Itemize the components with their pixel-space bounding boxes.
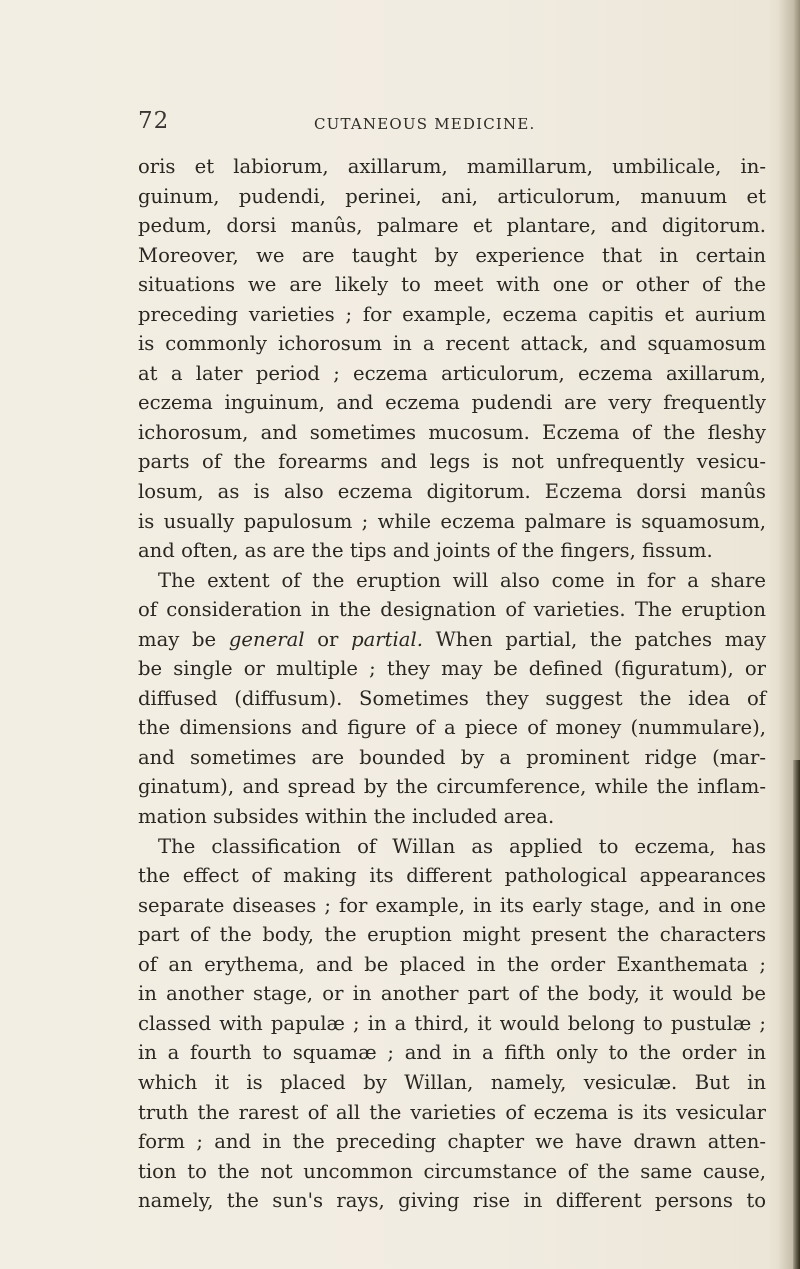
text-line: be single or multiple ; they may be defined (figuratum), or <box>138 657 766 681</box>
text-span: or <box>317 627 339 651</box>
text-line: parts of the forearms and legs is not unfrequently vesicu- <box>138 450 766 474</box>
text-line: Moreover, we are taught by experience that in certain <box>138 243 766 267</box>
text-line: pedum, dorsi manûs, palmare et plantare, and digitorum. <box>138 214 766 238</box>
text-line: eczema inguinum, and eczema pudendi are very frequently <box>138 391 766 415</box>
text-line: mation subsides within the included area. <box>138 805 555 829</box>
text-line: and often, as are the tips and joints of the fingers, fissum. <box>138 539 713 563</box>
text-line: The classification of Willan as applied to eczema, has <box>158 834 766 858</box>
text-line: the effect of making its different pathological appearances <box>138 864 766 888</box>
text-line: ginatum), and spread by the circumference, while the inflam- <box>138 775 766 799</box>
text-line: of an erythema, and be placed in the order Exanthemata ; <box>138 952 766 976</box>
page-binding-edge <box>793 760 800 1269</box>
text-line: form ; and in the preceding chapter we have drawn atten- <box>138 1130 766 1154</box>
text-line: guinum, pudendi, perinei, ani, articulorum, manuum et <box>138 184 766 208</box>
text-line: The extent of the eruption will also come in for a share <box>158 568 766 592</box>
text-line: losum, as is also eczema digitorum. Eczema dorsi manûs <box>138 480 766 504</box>
running-head: CUTANEOUS MEDICINE. <box>314 115 536 133</box>
text-line: ichorosum, and sometimes mucosum. Eczema of the fleshy <box>138 420 766 444</box>
text-line: situations we are likely to meet with one or other of the <box>138 273 766 297</box>
text-line: tion to the not uncommon circumstance of the same cause, <box>138 1159 766 1183</box>
text-line: part of the body, the eruption might present the characters <box>138 923 766 947</box>
text-line: truth the rarest of all the varieties of eczema is its vesicular <box>138 1100 766 1124</box>
text-line: diffused (diffusum). Sometimes they suggest the idea of <box>138 686 766 710</box>
italic-general: general <box>228 627 305 651</box>
italic-partial: partial. <box>351 627 423 651</box>
text-line-mixed <box>138 625 766 655</box>
text-line: which it is placed by Willan, namely, vesiculæ. But in <box>138 1070 766 1094</box>
text-line: in a fourth to squamæ ; and in a fifth only to the order in <box>138 1041 766 1065</box>
text-line: preceding varieties ; for example, eczema capitis et aurium <box>138 302 766 326</box>
text-line: and sometimes are bounded by a prominent ridge (mar- <box>138 745 766 769</box>
text-line: the dimensions and figure of a piece of money (nummulare), <box>138 716 766 740</box>
text-span: may be <box>138 627 217 651</box>
text-line: separate diseases ; for example, in its early stage, and in one <box>138 893 766 917</box>
text-line: in another stage, or in another part of the body, it would be <box>138 982 766 1006</box>
text-span: When partial, the patches may <box>435 627 767 651</box>
text-line: at a later period ; eczema articulorum, eczema axillarum, <box>138 361 766 385</box>
text-line: namely, the sun's rays, giving rise in different persons to <box>138 1189 766 1213</box>
text-line: oris et labiorum, axillarum, mamillarum, umbilicale, in- <box>138 155 766 178</box>
page-header <box>138 108 762 140</box>
text-line: of consideration in the designation of varieties. The eruption <box>138 598 766 622</box>
text-line: is commonly ichorosum in a recent attack, and squamosum <box>138 332 766 356</box>
text-line: is usually papulosum ; while eczema palmare is squamosum, <box>138 509 766 533</box>
page-number: 72 <box>138 108 170 134</box>
text-line: classed with papulæ ; in a third, it would belong to pustulæ ; <box>138 1011 766 1035</box>
body-text <box>138 152 766 1216</box>
